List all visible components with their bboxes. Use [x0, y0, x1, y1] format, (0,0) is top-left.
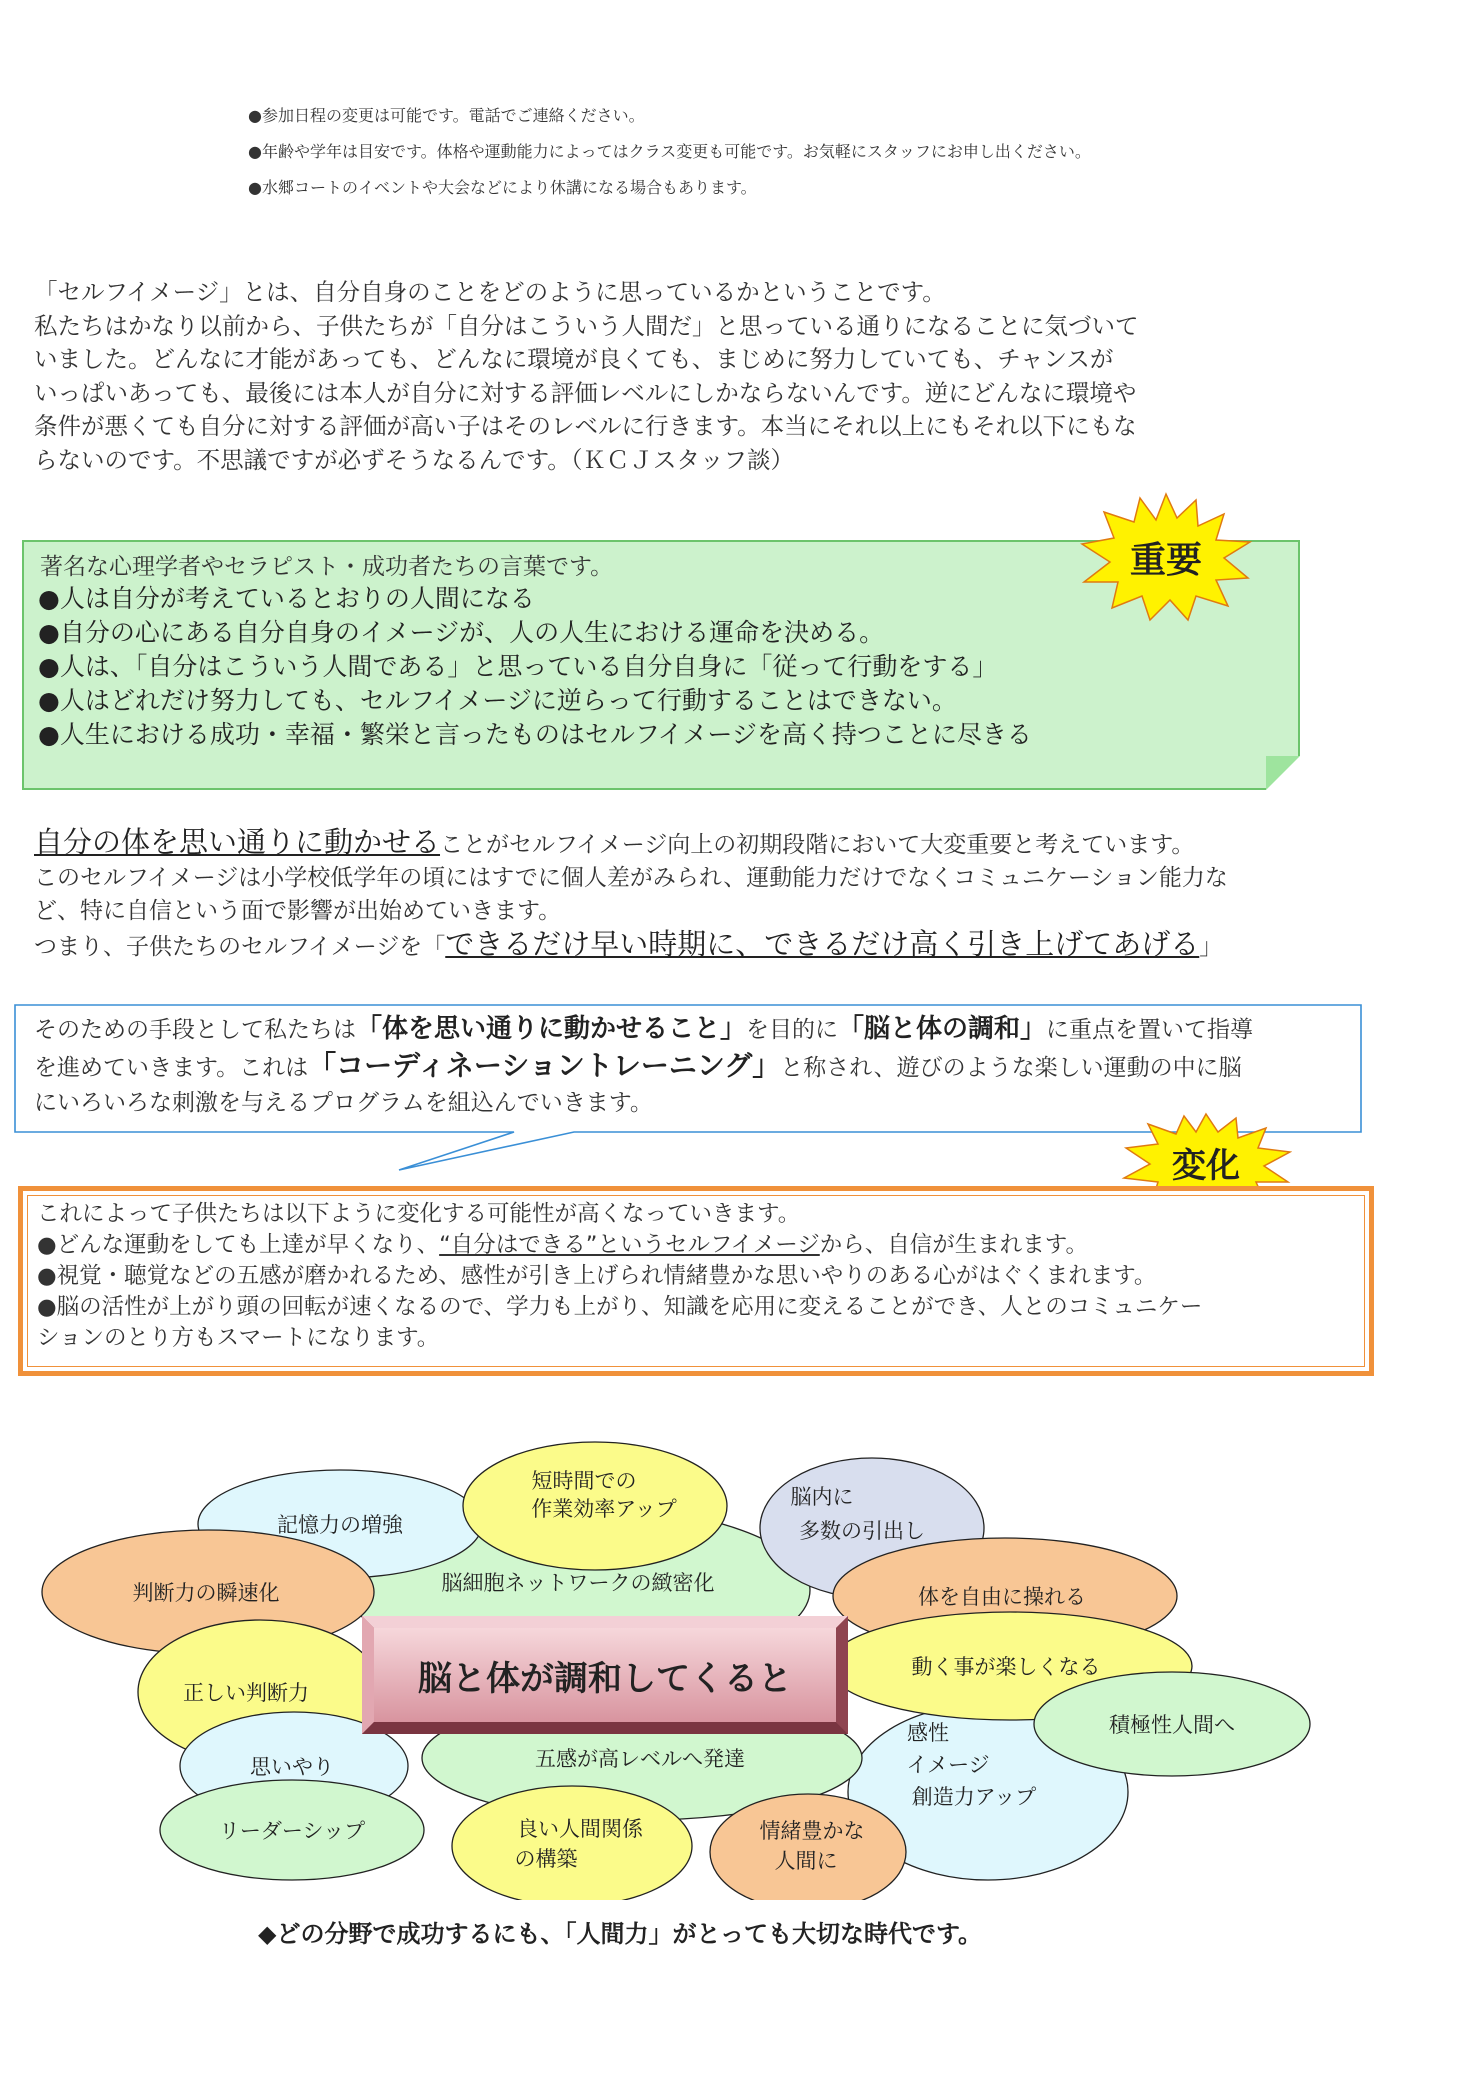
creativity-text-3: 創造力アップ — [911, 1785, 1037, 1809]
body-paragraph — [34, 826, 1334, 964]
callout-emphasis: 「体を思い通りに動かせること」 — [356, 1014, 747, 1044]
callout-line — [34, 1048, 1253, 1086]
bubble-emotional — [710, 1794, 906, 1900]
self-image-paragraph — [34, 276, 1284, 477]
callout-emphasis: 「脳と体の調和」 — [838, 1014, 1047, 1044]
quotes-intro: 著名な心理学者やセラピスト・成功者たちの言葉です。 — [40, 554, 614, 580]
change-emphasis: “自分はできる”というセルフイメージ — [439, 1232, 820, 1258]
correct-judgment-text: 正しい判断力 — [183, 1681, 309, 1705]
paragraph-line: ど、特に自信という面で影響が出始めていきます。 — [34, 898, 562, 924]
note-item: ●水郷コートのイベントや大会などにより休講になる場合もあります。 — [248, 178, 757, 197]
quote-item: ●人は、「自分はこういう人間である」と思っている自分自身に「従って行動をする」 — [38, 652, 998, 681]
callout-text-part: そのための手段として私たちは — [34, 1017, 356, 1043]
change-line: ●視覚・聴覚などの五感が磨かれるため、感性が引き上げられ情緒豊かな思いやりのある心がはぐくまれます。 — [37, 1263, 1157, 1289]
emphasis-text: できるだけ早い時期に、できるだけ高く引き上げてあげる — [445, 927, 1200, 961]
callout-text-part: に重点を置いて指導 — [1046, 1017, 1254, 1043]
network-text: 脳細胞ネットワークの緻密化 — [441, 1571, 715, 1595]
paragraph-line: 条件が悪くても自分に対する評価が高い子はそのレベルに行きます。本当にそれ以上にもそれ以下にもな — [34, 412, 1137, 440]
paragraph-text: ことがセルフイメージ向上の初期段階において大変重要と考えています。 — [440, 832, 1195, 858]
drawers-text-1: 脳内に — [790, 1485, 854, 1509]
callout-text-part: を目的に — [746, 1017, 839, 1043]
relations-text-1: 良い人間関係 — [517, 1817, 643, 1841]
quotes-list — [38, 582, 1032, 752]
paragraph-line: いっぱいあっても、最後には本人が自分に対する評価レベルにしかならないんです。逆にどんなに環境や — [34, 378, 1137, 407]
important-starburst — [1078, 492, 1254, 622]
paragraph-line: このセルフイメージは小学校低学年の頃にはすでに個人差がみられ、運動能力だけでなくコミュニケーション能力な — [34, 865, 1228, 891]
footer-message: ◆どの分野で成功するにも、「人間力」がとっても大切な時代です。 — [258, 1920, 983, 1948]
leadership-text: リーダーシップ — [218, 1819, 366, 1843]
paragraph-line — [34, 928, 1334, 964]
change-box-text — [37, 1199, 1202, 1354]
change-line: これによって子供たちは以下ように変化する可能性が高くなっていきます。 — [37, 1201, 801, 1227]
compassion-text: 思いやり — [250, 1755, 334, 1779]
callout-emphasis: 「コーディネーショントレーニング」 — [308, 1049, 781, 1082]
efficiency-text-1: 短時間での — [531, 1469, 637, 1493]
callout-line: にいろいろな刺激を与えるプログラムを組込んでいきます。 — [34, 1090, 653, 1116]
change-text-part: から、自信が生まれます。 — [819, 1232, 1088, 1258]
paragraph-text: 」 — [1199, 934, 1223, 960]
page-fold-corner — [1266, 756, 1300, 790]
emotional-text-2: 人間に — [774, 1849, 838, 1873]
paragraph-line: いました。どんなに才能があっても、どんなに環境が良くても、まじめに努力していても、チャンスが — [34, 345, 1114, 373]
note-item: ●参加日程の変更は可能です。電話でご連絡ください。 — [248, 106, 645, 125]
paragraph-line: らないのです。不思議ですが必ずそうなるんです。（ＫＣＪスタッフ談） — [34, 445, 794, 474]
change-box — [18, 1186, 1374, 1376]
paragraph-line: 私たちはかなり以前から、子供たちが「自分はこういう人間だ」と思っている通りになることに気づいて — [34, 311, 1139, 340]
judgment-speed-text: 判断力の瞬速化 — [132, 1581, 280, 1605]
paragraph-line: 「セルフイメージ」とは、自分自身のことをどのように思っているかということです。 — [34, 278, 946, 306]
callout-text-part: を進めていきます。これは — [34, 1055, 309, 1081]
important-label: 重要 — [1129, 539, 1202, 581]
notes-list — [248, 98, 1091, 206]
bubble-relations — [452, 1786, 692, 1900]
quote-item: ●人はどれだけ努力しても、セルフイメージに逆らって行動することはできない。 — [38, 686, 957, 715]
creativity-text-1: 感性 — [907, 1721, 949, 1745]
enjoy-move-text: 動く事が楽しくなる — [911, 1655, 1101, 1679]
note-item: ●年齢や学年は目安です。体格や運動能力によってはクラス変更も可能です。お気軽にスタッフにお申し出ください。 — [248, 142, 1091, 161]
quote-item: ●人生における成功・幸福・繁栄と言ったものはセルフイメージを高く持つことに尽きる — [38, 720, 1032, 749]
bubble-diagram — [0, 1420, 1474, 1900]
efficiency-text-2: 作業効率アップ — [531, 1497, 677, 1521]
paragraph-text: つまり、子供たちのセルフイメージを「 — [34, 934, 446, 960]
change-label: 変化 — [1172, 1145, 1240, 1186]
body-control-text: 体を自由に操れる — [918, 1585, 1086, 1609]
callout-line — [34, 1012, 1253, 1048]
emotional-text-1: 情緒豊かな — [759, 1819, 865, 1843]
quote-item: ●人は自分が考えているとおりの人間になる — [38, 584, 535, 613]
emphasis-text: 自分の体を思い通りに動かせる — [34, 825, 441, 859]
center-text: 脳と体が調和してくると — [418, 1659, 792, 1699]
relations-text-2: の構築 — [514, 1847, 578, 1871]
change-line: ●脳の活性が上がり頭の回転が速くなるので、学力も上がり、知識を応用に変えることができ、人とのコミュニケー — [37, 1294, 1203, 1320]
drawers-text-2: 多数の引出し — [799, 1519, 925, 1543]
change-line: ションのとり方もスマートになります。 — [37, 1325, 440, 1351]
memory-text: 記憶力の増強 — [277, 1513, 403, 1537]
proactive-text: 積極性人間へ — [1109, 1713, 1235, 1737]
senses-text: 五感が高レベルへ発達 — [535, 1747, 745, 1771]
paragraph-line — [34, 826, 1334, 862]
change-line — [37, 1230, 1202, 1261]
callout-text-part: と称され、遊びのような楽しい運動の中に脳 — [780, 1055, 1242, 1081]
change-text-part: ●どんな運動をしても上達が早くなり、 — [37, 1232, 440, 1258]
creativity-text-2: イメージ — [906, 1753, 990, 1777]
quote-item: ●自分の心にある自分自身のイメージが、人の人生における運命を決める。 — [38, 618, 885, 647]
callout-text — [34, 1012, 1253, 1121]
